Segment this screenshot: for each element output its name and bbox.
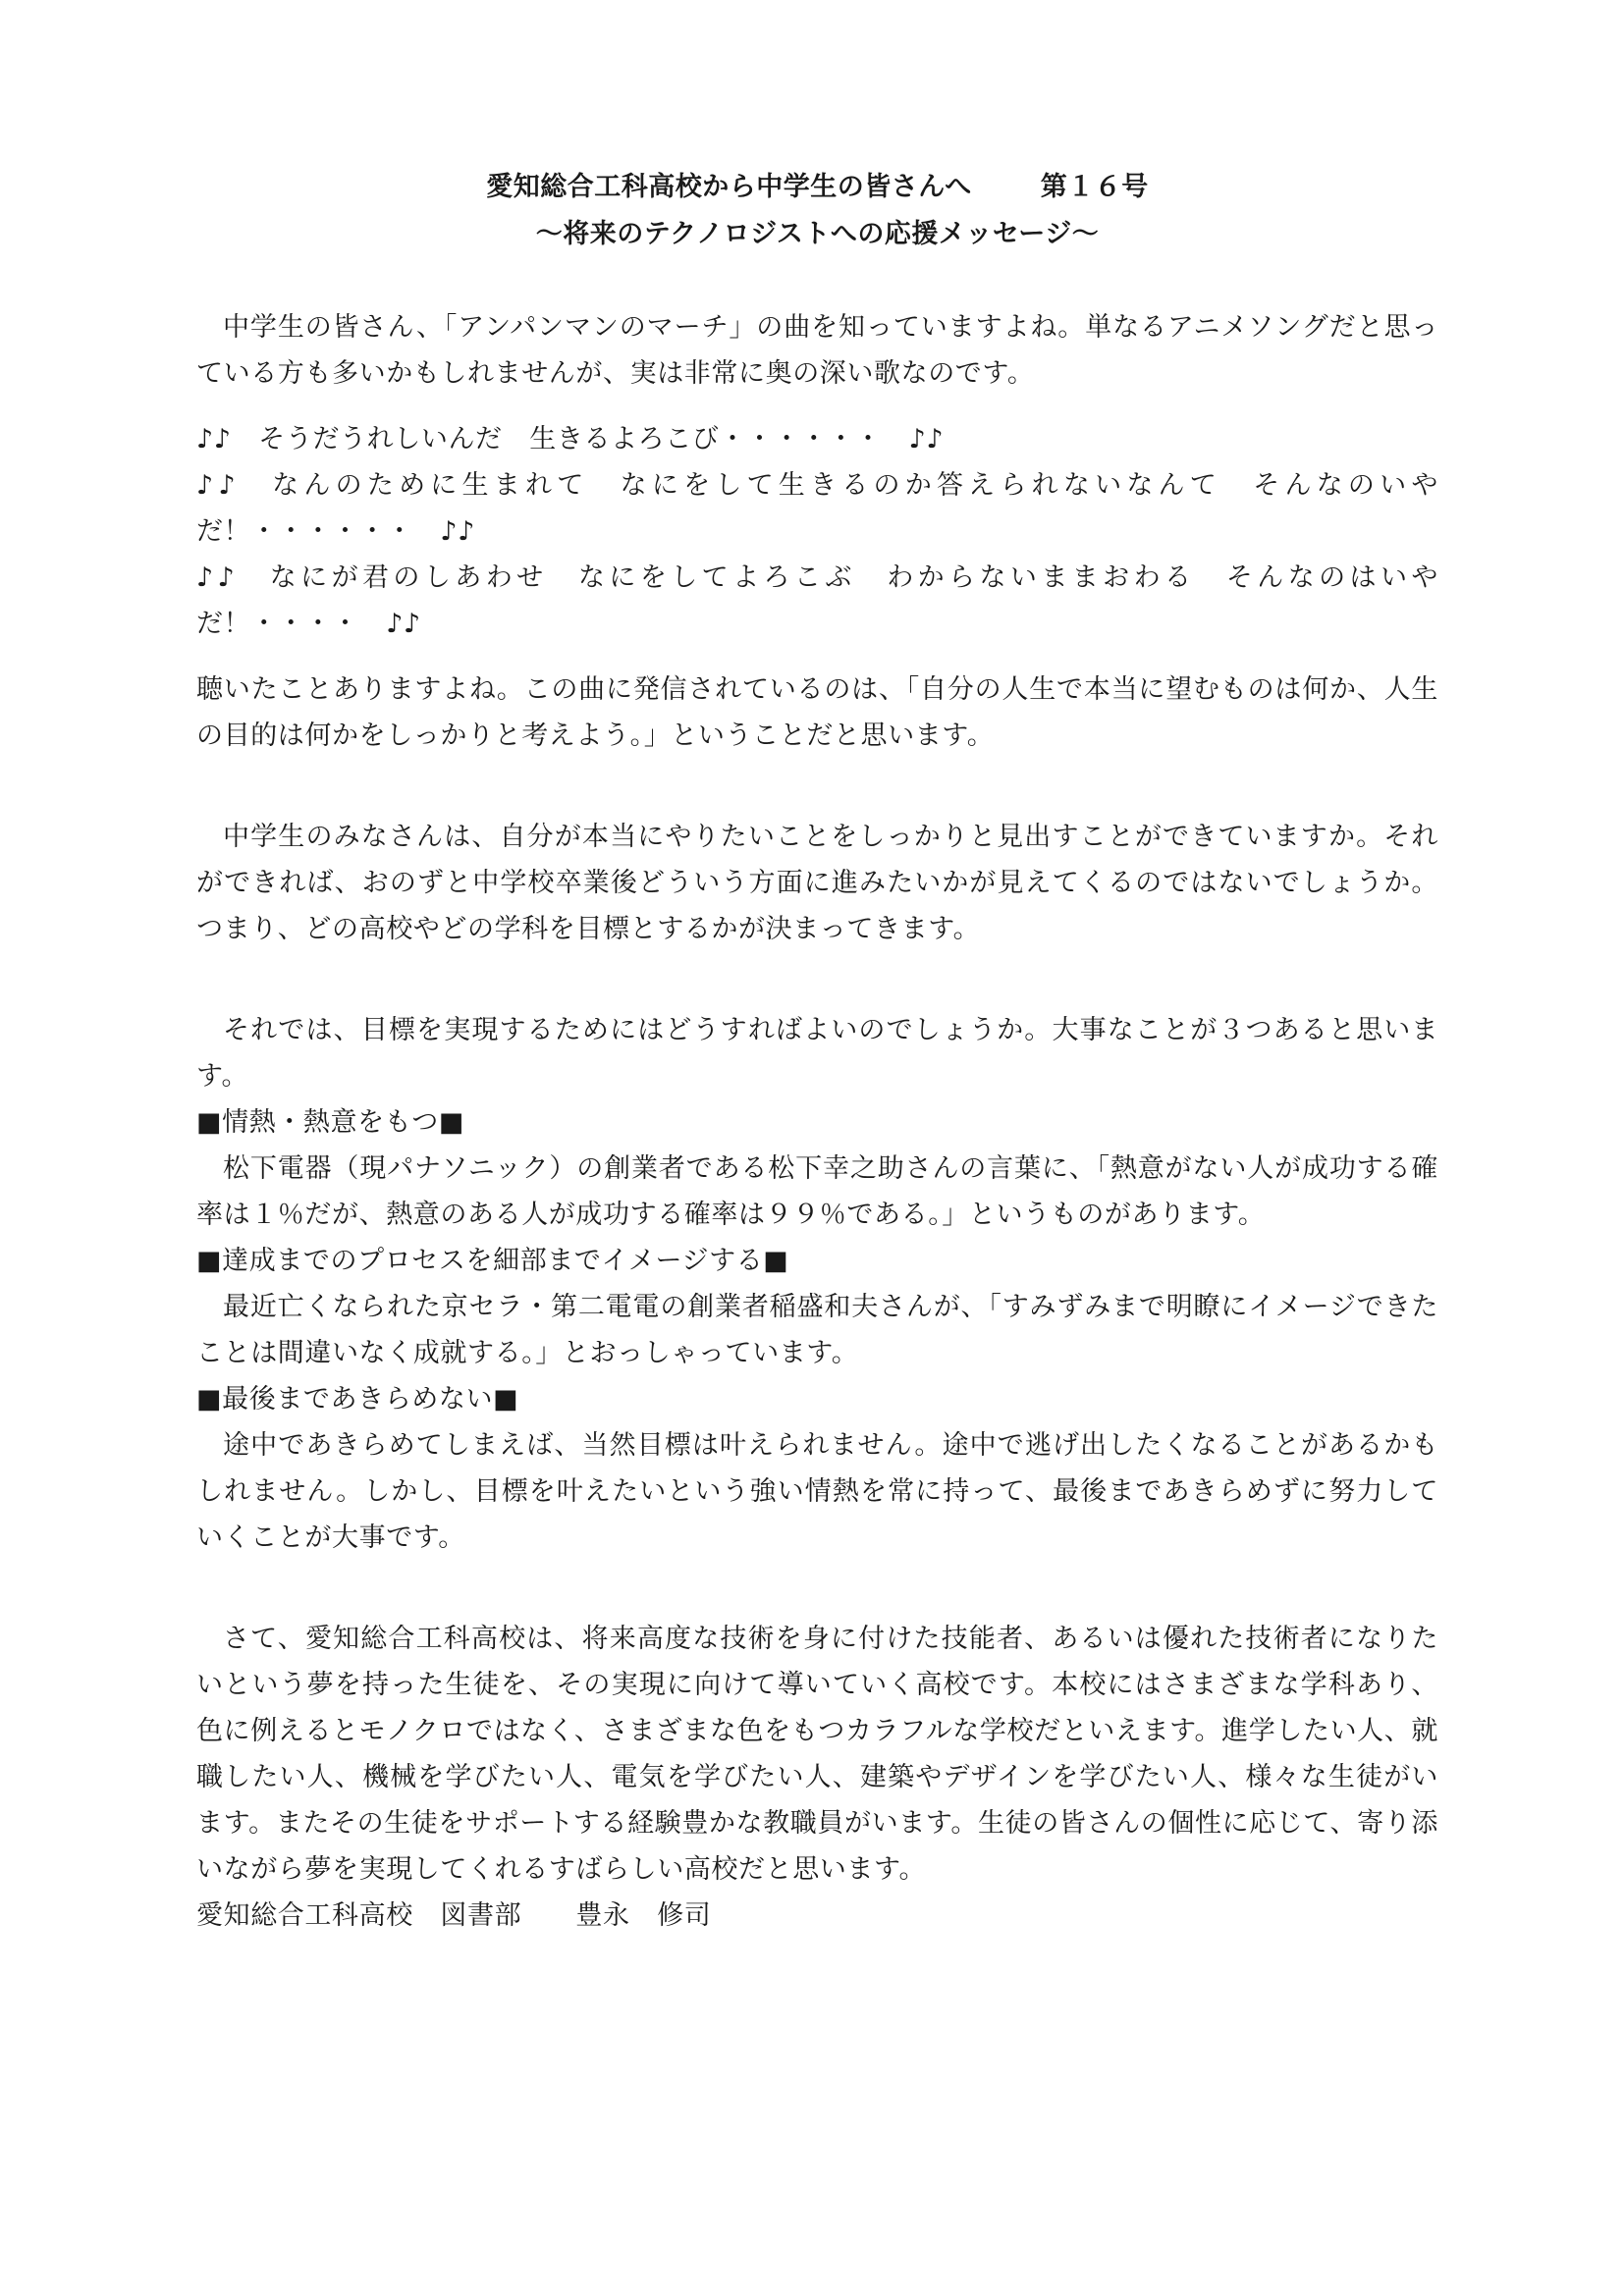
point-heading-passion: ■情熱・熱意をもつ■ (196, 1107, 465, 1138)
point-text-passion: 松下電器（現パナソニック）の創業者である松下幸之助さんの言葉に、「熱意がない人が成功する確率は１％だが、熱意のある人が成功する確率は９９％である。」というものがあります。 (196, 1153, 1438, 1230)
document-body (196, 304, 1438, 1939)
intro-paragraph: 中学生の皆さん、「アンパンマンのマーチ」の曲を知っていますよね。単なるアニメソングだと思っている方も多いかもしれませんが、実は非常に奥の深い歌なのです。 (196, 312, 1438, 389)
paragraph-goals: 中学生のみなさんは、自分が本当にやりたいことをしっかりと見出すことができていますか。それができれば、おのずと中学校卒業後どういう方面に進みたいかが見えてくるのではないでしょうか。つまり、どの高校やどの学科を目標とするかが決まってきます。 (196, 822, 1438, 944)
point-heading-process: ■達成までのプロセスを細部までイメージする■ (196, 1246, 789, 1276)
point-text-persist: 途中であきらめてしまえば、当然目標は叶えられません。途中で逃げ出したくなることがあるかもしれません。しかし、目標を叶えたいという強い情熱を常に持って、最後まであきらめずに努力していくことが大事です。 (196, 1430, 1438, 1553)
issue-number: 第１６号 (1040, 172, 1149, 202)
lyric-line-1: ♪♪ そうだうれしいんだ 生きるよろこび・・・・・・ ♪♪ (196, 424, 945, 454)
point-heading-persist: ■最後まであきらめない■ (196, 1384, 519, 1415)
lyric-line-2: ♪♪ なんのために生まれて なにをして生きるのか答えられないなんて そんなのいやだ！・・・・・・ ♪♪ (196, 470, 1438, 547)
paragraph-three-points: それでは、目標を実現するためにはどうすればよいのでしょうか。大事なことが３つあると思います。 (196, 1015, 1438, 1092)
point-text-process: 最近亡くなられた京セラ・第二電電の創業者稲盛和夫さんが、「すみずみまで明瞭にイメージできたことは間違いなく成就する。」とおっしゃっています。 (196, 1292, 1438, 1368)
paragraph-school: さて、愛知総合工科高校は、将来高度な技術を身に付けた技能者、あるいは優れた技術者になりたいという夢を持った生徒を、その実現に向けて導いていく高校です。本校にはさまざまな学科あり、色に例えるとモノクロではなく、さまざまな色をもつカラフルな学校だといえます。進学したい人、就職したい人、機械を学びたい人、電気を学びたい人、建築やデザインを学びたい人、様々な生徒がいます。またその生徒をサポートする経験豊かな教職員がいます。生徒の皆さんの個性に応じて、寄り添いながら夢を実現してくれるすばらしい高校だと思います。 (196, 1624, 1438, 1885)
signature: 愛知総合工科高校 図書部 豊永 修司 (196, 1900, 712, 1931)
document-title: 愛知総合工科高校から中学生の皆さんへ (486, 172, 972, 202)
after-lyrics-paragraph: 聴いたことありますよね。この曲に発信されているのは、「自分の人生で本当に望むものは何か、人生の目的は何かをしっかりと考えよう。」ということだと思います。 (196, 674, 1438, 751)
document-page (196, 0, 1438, 2296)
document-subtitle: ～将来のテクノロジストへの応援メッセージ～ (535, 219, 1100, 249)
lyric-line-3: ♪♪ なにが君のしあわせ なにをしてよろこぶ わからないままおわる そんなのはいやだ！・・・・ ♪♪ (196, 562, 1438, 639)
document-title-line (196, 165, 1438, 203)
